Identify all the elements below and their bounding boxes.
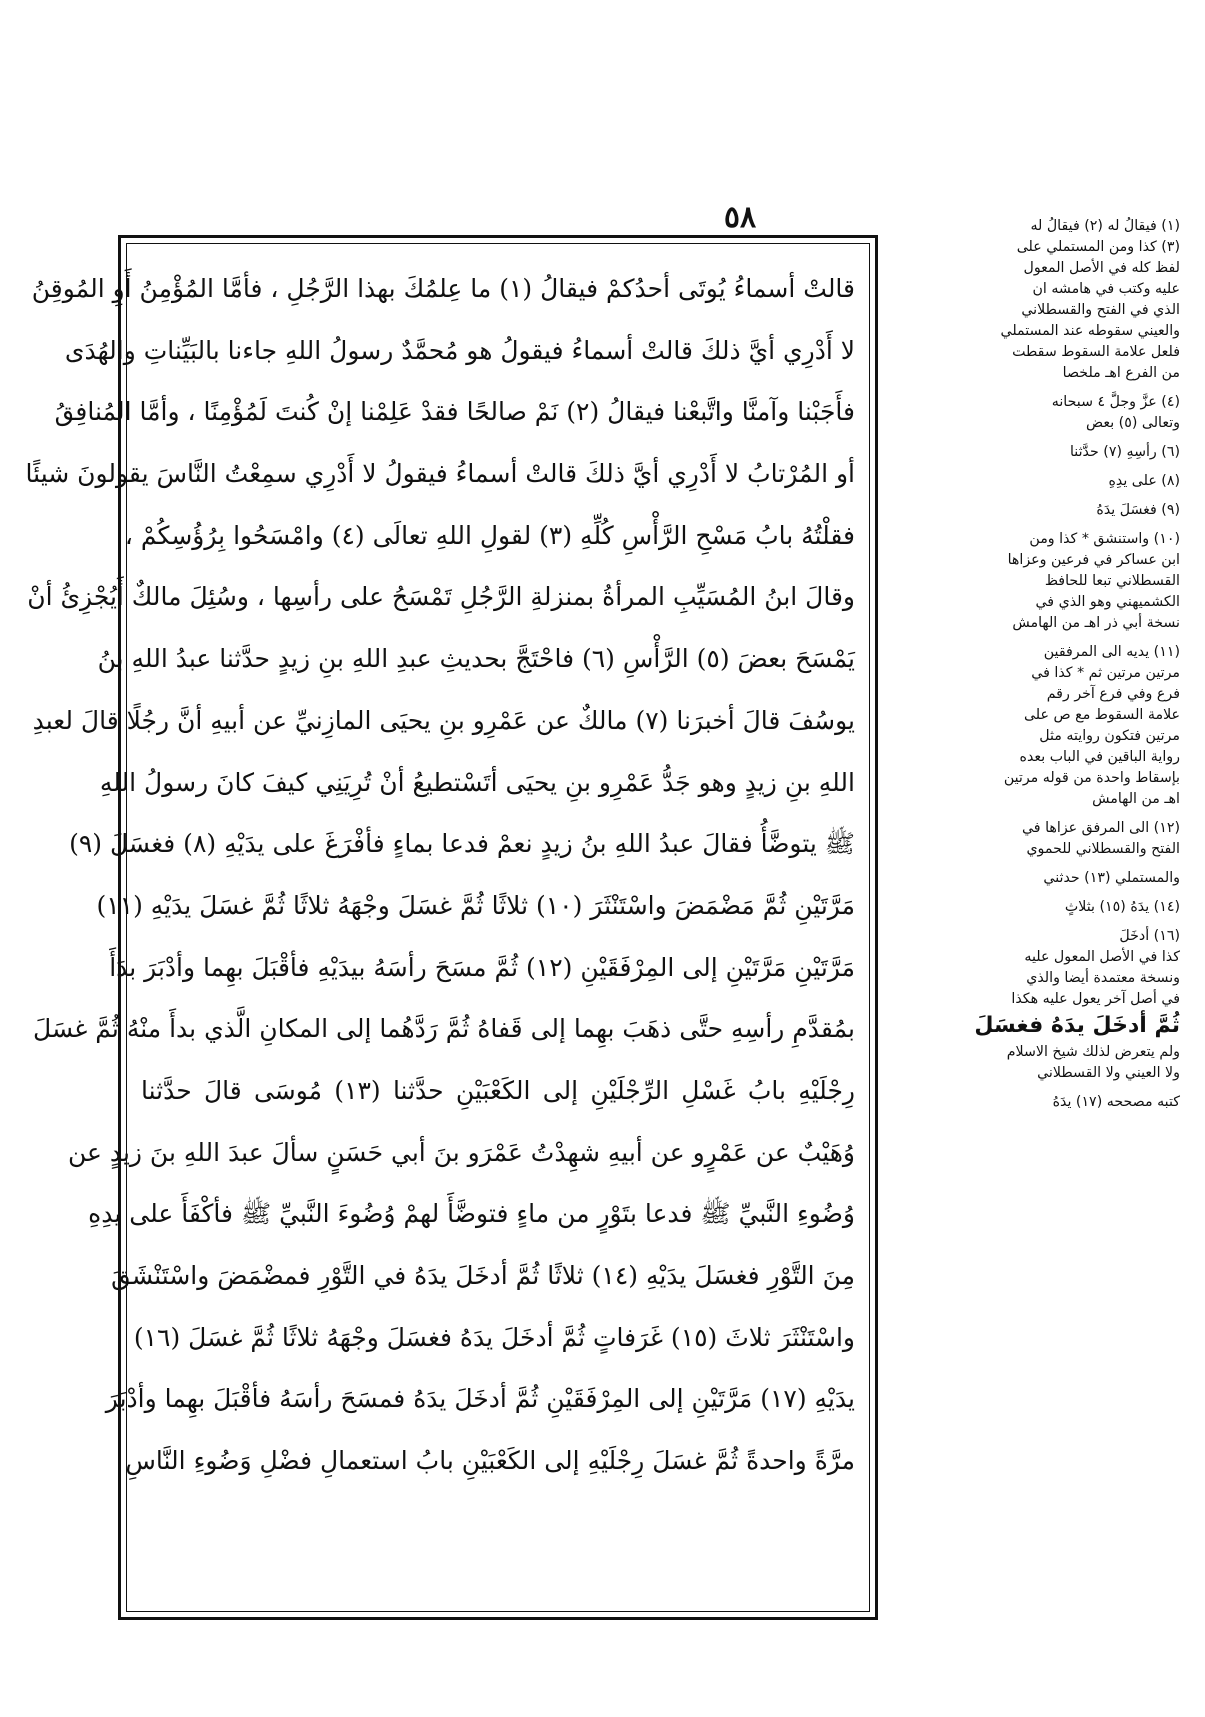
text-line: بمُقدَّمِ رأسِهِ حتَّى ذهَبَ بهِما إلى قَفاهُ ثُمَّ رَدَّهُما إلى المكانِ الَّذي بدأَ منْهُ ثُمَّ غسَلَ (33, 1014, 855, 1044)
margin-note-line: علامة السقوط مع ص على (1023, 707, 1180, 723)
text-line: يوسُفَ قالَ أخبرَنا (٧) مالكٌ عن عَمْرِو بنِ يحيَى المازِنيِّ عن أبيهِ أنَّ رجُلًا قالَ لعبدِ (32, 705, 855, 735)
margin-notes (880, 216, 1180, 1113)
text-line: ﷺ يتوضَّأُ فقالَ عبدُ اللهِ بنُ زيدٍ نعمْ فدعا بماءٍ فأفْرَغَ على يدَيْهِ (٨) فغسَلَ (٩) (69, 829, 855, 859)
margin-note-line: رواية الباقين في الباب بعده (1019, 749, 1180, 765)
text-line: فقلْتُهُ بابُ مَسْحِ الرَّأْسِ كُلِّهِ (٣) لقولِ اللهِ تعالَى (٤) وامْسَحُوا بِرُؤُسِكُمْ ، (124, 520, 855, 550)
text-line: لا أَدْرِي أيَّ ذلكَ قالتْ أسماءُ فيقولُ هو مُحمَّدٌ رسولُ اللهِ جاءنا بالبَيِّناتِ والهُدَى (64, 335, 855, 365)
margin-note-line: عليه وكتب في هامشه ان (1032, 281, 1180, 297)
margin-note-line: (١١) يديه الى المرفقين (1043, 644, 1180, 660)
text-line: يدَيْهِ (١٧) مَرَّتَيْنِ إلى المِرْفَقَيْنِ ثُمَّ أدخَلَ يدَهُ فمسَحَ رأسَهُ فأقْبَلَ بهِما وأدْبَرَ (105, 1384, 855, 1414)
text-line: يَمْسَحَ بعضَ (٥) الرَّأْسِ (٦) فاحْتَجَّ بحديثِ عبدِ اللهِ بنِ زيدٍ حدَّثنا عبدُ اللهِ بنُ (97, 644, 855, 674)
text-line: وقالَ ابنُ المُسَيِّبِ المرأةُ بمنزلةِ الرَّجُلِ تَمْسَحُ على رأسِها ، وسُئِلَ مالكٌ أَيُجْزِئُ أنْ (27, 582, 855, 612)
margin-note-line: ولا العيني ولا القسطلاني (1037, 1065, 1180, 1081)
text-line: مِنَ التَّوْرِ فغسَلَ يدَيْهِ (١٤) ثلاثًا ثُمَّ أدخَلَ يدَهُ في التَّوْرِ فمضْمَضَ واسْتَنْشَقَ (111, 1261, 855, 1290)
margin-note-line: القسطلاني تبعا للحافظ (1044, 573, 1180, 589)
text-line: مَرَّتَيْنِ مَرَّتَيْنِ إلى المِرْفَقَيْنِ (١٢) ثُمَّ مسَحَ رأسَهُ بيدَيْهِ فأقْبَلَ بهِما وأدْبَرَ بدَأَ (109, 952, 855, 982)
margin-note-line: اهـ من الهامش (1092, 791, 1180, 807)
text-line: واسْتَنْثَرَ ثلاثَ (١٥) غَرَفاتٍ ثُمَّ أدخَلَ يدَهُ فغسَلَ وجْهَهُ ثلاثًا ثُمَّ غسَلَ (١٦) (133, 1322, 855, 1352)
margin-note-line: (٣) كذا ومن المستملي على (1016, 239, 1180, 255)
margin-note-line: ابن عساكر في فرعين وعزاها (1007, 552, 1180, 568)
margin-note-line: لفظ كله في الأصل المعول (1023, 260, 1180, 276)
margin-note-line: كذا في الأصل المعول عليه (1024, 949, 1180, 965)
text-line: وُهَيْبٌ عن عَمْرٍو عن أبيهِ شهِدْتُ عَمْرَو بنَ أبي حَسَنٍ سألَ عبدَ اللهِ بنَ زيدٍ عن (67, 1137, 855, 1167)
margin-note-line: مرتين مرتين ثم * كذا في (1031, 665, 1180, 681)
margin-note-line: مرتين فتكون روايته مثل (1039, 728, 1180, 744)
main-text-body (25, 243, 870, 1612)
margin-note-line: (١٤) يدَهُ (١٥) بثلاثٍ (1064, 899, 1180, 915)
margin-note-line: من الفرع اهـ ملخصا (1062, 365, 1180, 381)
margin-note-line: (١٢) الى المرفق عزاها في (1021, 820, 1180, 836)
margin-note-line: الفتح والقسطلاني للحموي (1026, 841, 1180, 857)
margin-note-line: فرع وفي فرع آخر رقم (1046, 686, 1180, 702)
page-number: ٥٨ (723, 200, 757, 235)
margin-note-line: الذي في الفتح والقسطلاني (1021, 302, 1180, 318)
margin-note-line: والعيني سقوطه عند المستملي (1000, 323, 1180, 339)
text-line: اللهِ بنِ زيدٍ وهو جَدُّ عَمْرِو بنِ يحيَى أتَسْتطيعُ أنْ تُرِيَنِي كيفَ كانَ رسولُ اللهِ (99, 767, 855, 797)
margin-note-line: نسخة أبي ذر اهـ من الهامش (1012, 615, 1180, 631)
text-line: قالتْ أسماءُ يُوتَى أحدُكمْ فيقالُ (١) ما عِلمُكَ بهذا الرَّجُلِ ، فأمَّا المُؤْمِنُ أَوِ المُوقِنُ (31, 274, 855, 303)
margin-note-line: والمستملي (١٣) حدثني (1043, 870, 1180, 886)
margin-note-line: في أصل آخر يعول عليه هكذا (1011, 991, 1180, 1007)
text-line: فأَجَبْنا وآمنَّا واتَّبعْنا فيقالُ (٢) نَمْ صالحًا فقدْ عَلِمْنا إنْ كُنتَ لَمُؤْمِنًا ، وأمَّا المُنافِقُ (54, 397, 855, 427)
margin-note-line: (١٦) أدخَلَ (1119, 928, 1180, 944)
main-text-frame (25, 235, 878, 1620)
margin-note-line: الكشميهني وهو الذي في (1035, 594, 1180, 610)
text-line: أو المُرْتابُ لا أَدْرِي أيَّ ذلكَ قالتْ أسماءُ فيقولُ لا أَدْرِي سمِعْتُ النَّاسَ يقولونَ شيئًا (25, 459, 855, 489)
margin-note-line: (٨) على يدِهِ (1108, 473, 1180, 489)
margin-note-line: (٤) عزَّ وجلَّ ٤ سبحانه (1051, 394, 1180, 410)
margin-note-line: (١٠) واستنشق * كذا ومن (1029, 531, 1180, 547)
text-line: مرَّةً واحدةً ثُمَّ غسَلَ رِجْلَيْهِ إلى الكَعْبَيْنِ بابُ استعمالِ فضْلِ وَضُوءِ النَّاسِ (125, 1446, 855, 1476)
margin-note-line: (١) فيقالُ له (٢) فيقالُ له (1030, 218, 1180, 234)
margin-note-line: ثُمَّ أدخَلَ يدَهُ فغسَلَ (974, 1013, 1180, 1038)
margin-note-line: (٩) فغسَلَ يدَهُ (1096, 502, 1180, 518)
margin-note-line: ونسخة معتمدة أيضا والذي (1026, 970, 1180, 986)
margin-note-line: (٦) رأسِهِ (٧) حدَّثنا (1069, 444, 1180, 460)
margin-note-line: وتعالى (٥) بعض (1085, 415, 1180, 431)
text-line: مَرَّتَيْنِ ثُمَّ مَضْمَضَ واسْتَنْثَرَ (١٠) ثلاثًا ثُمَّ غسَلَ وجْهَهُ ثلاثًا ثُمَّ غسَلَ يدَيْهِ (١١) (96, 890, 855, 920)
margin-note-line: ولم يتعرض لذلك شيخ الاسلام (1006, 1044, 1180, 1060)
margin-note-line: فلعل علامة السقوط سقطت (1012, 344, 1180, 360)
margin-note-line: بإسقاط واحدة من قوله مرتين (1003, 770, 1180, 786)
margin-note-line: كتبه مصححه (١٧) يدَهُ (1052, 1094, 1180, 1110)
text-line: رِجْلَيْهِ بابُ غَسْلِ الرِّجْلَيْنِ إلى الكَعْبَيْنِ حدَّثنا (١٣) مُوسَى قالَ حدَّثنا (141, 1075, 855, 1105)
text-line: وُضُوءِ النَّبيِّ ﷺ فدعا بتَوْرٍ من ماءٍ فتوضَّأَ لهمْ وُضُوءَ النَّبيِّ ﷺ فأكْفَأَ على يدِهِ (88, 1199, 855, 1229)
